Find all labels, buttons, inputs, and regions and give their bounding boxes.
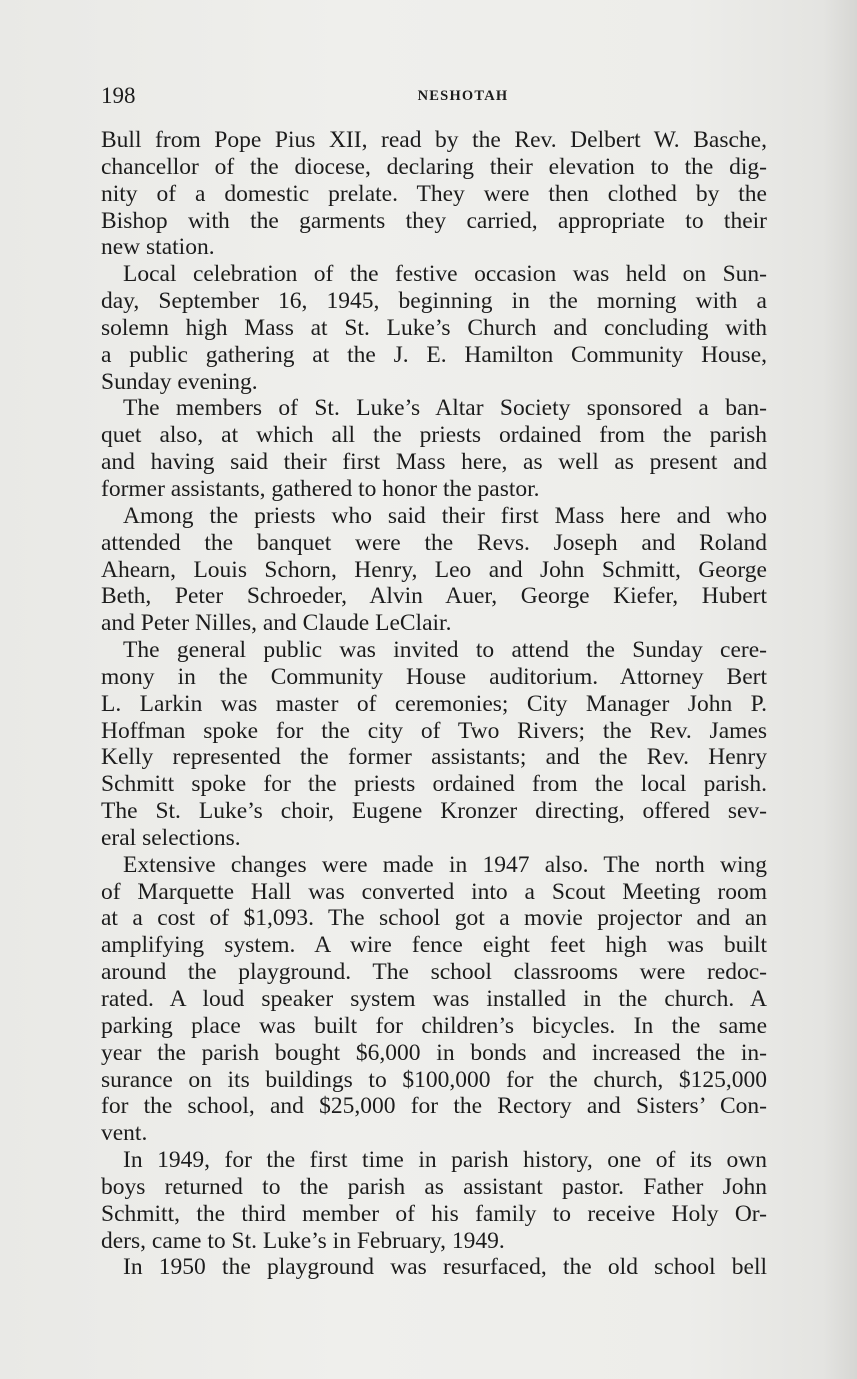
text-line: quet also, at which all the priests ordained from the parish bbox=[101, 422, 767, 449]
text-line: rated. A loud speaker system was installed in the church. A bbox=[101, 986, 767, 1012]
text-line: of Marquette Hall was converted into a Scout Meeting room bbox=[101, 878, 767, 905]
text-line: vent. bbox=[101, 1120, 148, 1147]
text-line: The general public was invited to attend the Sunday cere- bbox=[123, 637, 767, 664]
text-line: solemn high Mass at St. Luke’s Church and concluding with bbox=[101, 314, 767, 341]
text-line: eral selections. bbox=[101, 824, 241, 851]
text-line: Bull from Pope Pius XII, read by the Rev. Delbert W. Basche, bbox=[101, 127, 767, 153]
page-header bbox=[101, 82, 767, 112]
text-line: Beth, Peter Schroeder, Alvin Auer, George Kiefer, Hubert bbox=[101, 583, 767, 610]
text-line: Schmitt, the third member of his family to receive Holy Or- bbox=[101, 1200, 767, 1227]
text-line: surance on its buildings to $100,000 for the church, $125,000 bbox=[101, 1066, 767, 1093]
text-line: new station. bbox=[101, 234, 215, 261]
text-line: former assistants, gathered to honor the pastor. bbox=[101, 475, 540, 502]
text-line: and having said their first Mass here, as well as present and bbox=[101, 449, 767, 476]
text-line: at a cost of $1,093. The school got a movie projector and an bbox=[101, 905, 767, 932]
text-line: boys returned to the parish as assistant pastor. Father John bbox=[101, 1173, 767, 1200]
text-line: mony in the Community House auditorium. Attorney Bert bbox=[101, 663, 767, 690]
text-line: The St. Luke’s choir, Eugene Kronzer directing, offered sev- bbox=[101, 798, 767, 825]
text-line: a public gathering at the J. E. Hamilton Community House, bbox=[101, 341, 767, 368]
text-line: year the parish bought $6,000 in bonds and increased the in- bbox=[101, 1039, 767, 1066]
page-number: 198 bbox=[101, 83, 136, 108]
text-line: amplifying system. A wire fence eight feet high was built bbox=[101, 932, 767, 959]
text-line: Hoffman spoke for the city of Two Rivers; the Rev. James bbox=[101, 717, 767, 744]
text-line: Bishop with the garments they carried, appropriate to their bbox=[101, 207, 767, 234]
text-line: The members of St. Luke’s Altar Society sponsored a ban- bbox=[123, 395, 767, 422]
text-line: day, September 16, 1945, beginning in the morning with a bbox=[101, 288, 767, 315]
text-line: parking place was built for children’s bicycles. In the same bbox=[101, 1012, 767, 1039]
text-line: In 1950 the playground was resurfaced, the old school bell bbox=[123, 1254, 767, 1281]
text-line: Sunday evening. bbox=[101, 368, 258, 395]
text-line: Among the priests who said their first Mass here and who bbox=[123, 502, 767, 529]
text-line: Schmitt spoke for the priests ordained from the local parish. bbox=[101, 771, 767, 798]
text-line: ders, came to St. Luke’s in February, 1949. bbox=[101, 1227, 505, 1254]
text-line: for the school, and $25,000 for the Rectory and Sisters’ Con- bbox=[101, 1093, 767, 1120]
text-line: around the playground. The school classrooms were redoc- bbox=[101, 959, 767, 986]
running-head: NESHOTAH bbox=[417, 88, 509, 104]
text-line: and Peter Nilles, and Claude LeClair. bbox=[101, 610, 452, 637]
text-line: Kelly represented the former assistants; and the Rev. Henry bbox=[101, 744, 767, 771]
text-line: Extensive changes were made in 1947 also. The north wing bbox=[123, 851, 767, 878]
text-line: chancellor of the diocese, declaring their elevation to the dig- bbox=[101, 153, 767, 180]
text-line: Ahearn, Louis Schorn, Henry, Leo and John Schmitt, George bbox=[101, 556, 767, 583]
text-line: attended the banquet were the Revs. Joseph and Roland bbox=[101, 529, 767, 556]
body-text bbox=[101, 127, 767, 1281]
text-line: Local celebration of the festive occasion was held on Sun- bbox=[123, 261, 767, 288]
text-line: L. Larkin was master of ceremonies; City Manager John P. bbox=[101, 690, 767, 717]
text-line: nity of a domestic prelate. They were then clothed by the bbox=[101, 180, 767, 207]
text-line: In 1949, for the first time in parish history, one of its own bbox=[123, 1147, 767, 1174]
